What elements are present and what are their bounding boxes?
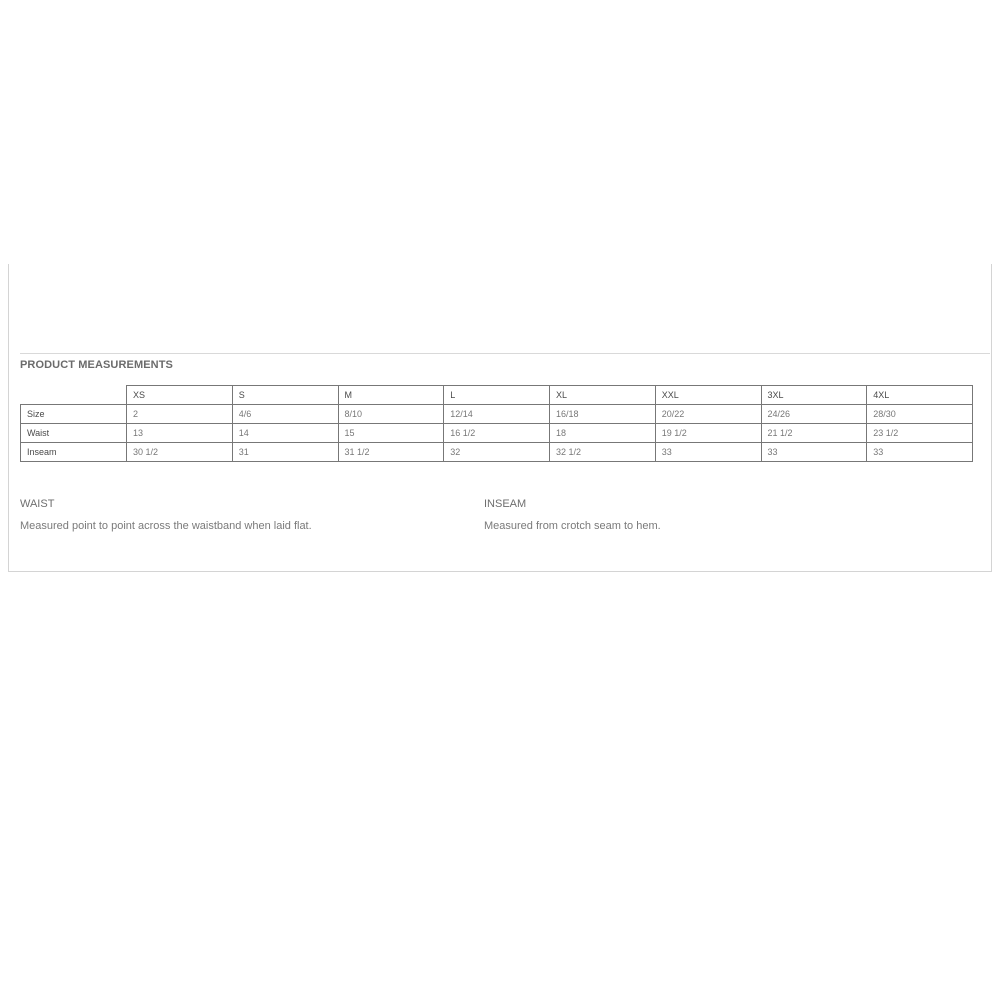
section-divider (20, 353, 990, 354)
section-title: PRODUCT MEASUREMENTS (20, 359, 173, 371)
inseam-note-title: INSEAM (484, 498, 527, 510)
table-cell: 13 (127, 424, 233, 443)
column-header-3xl: 3XL (761, 386, 867, 405)
table-cell: 8/10 (338, 405, 444, 424)
table-cell: 2 (127, 405, 233, 424)
inseam-note-text: Measured from crotch seam to hem. (484, 520, 661, 532)
table-row-inseam (21, 443, 973, 462)
table-row-waist (21, 424, 973, 443)
table-cell: 33 (761, 443, 867, 462)
table-cell: 30 1/2 (127, 443, 233, 462)
measurements-card (8, 264, 992, 572)
table-cell: 31 (232, 443, 338, 462)
table-cell: 16/18 (550, 405, 656, 424)
table-cell: 16 1/2 (444, 424, 550, 443)
column-header-xl: XL (550, 386, 656, 405)
table-cell: 33 (655, 443, 761, 462)
table-cell: 4/6 (232, 405, 338, 424)
table-cell: 23 1/2 (867, 424, 973, 443)
column-header-l: L (444, 386, 550, 405)
table-cell: 20/22 (655, 405, 761, 424)
table-cell: 15 (338, 424, 444, 443)
table-cell: 32 (444, 443, 550, 462)
column-header-m: M (338, 386, 444, 405)
table-cell: 19 1/2 (655, 424, 761, 443)
table-cell: 33 (867, 443, 973, 462)
waist-note (20, 498, 460, 532)
table-corner-cell (21, 386, 127, 405)
column-header-xxl: XXL (655, 386, 761, 405)
table-cell: 32 1/2 (550, 443, 656, 462)
waist-note-text: Measured point to point across the waistband when laid flat. (20, 520, 312, 532)
inseam-note (484, 498, 924, 532)
table-cell: 31 1/2 (338, 443, 444, 462)
table-row-size (21, 405, 973, 424)
table-header-row (21, 386, 973, 405)
table-cell: 21 1/2 (761, 424, 867, 443)
table-cell: 14 (232, 424, 338, 443)
table-cell: 12/14 (444, 405, 550, 424)
row-label-size: Size (21, 405, 127, 424)
column-header-xs: XS (127, 386, 233, 405)
table-cell: 28/30 (867, 405, 973, 424)
table-cell: 18 (550, 424, 656, 443)
column-header-s: S (232, 386, 338, 405)
table-cell: 24/26 (761, 405, 867, 424)
waist-note-title: WAIST (20, 498, 55, 510)
column-header-4xl: 4XL (867, 386, 973, 405)
measurements-table (20, 385, 973, 462)
row-label-waist: Waist (21, 424, 127, 443)
row-label-inseam: Inseam (21, 443, 127, 462)
